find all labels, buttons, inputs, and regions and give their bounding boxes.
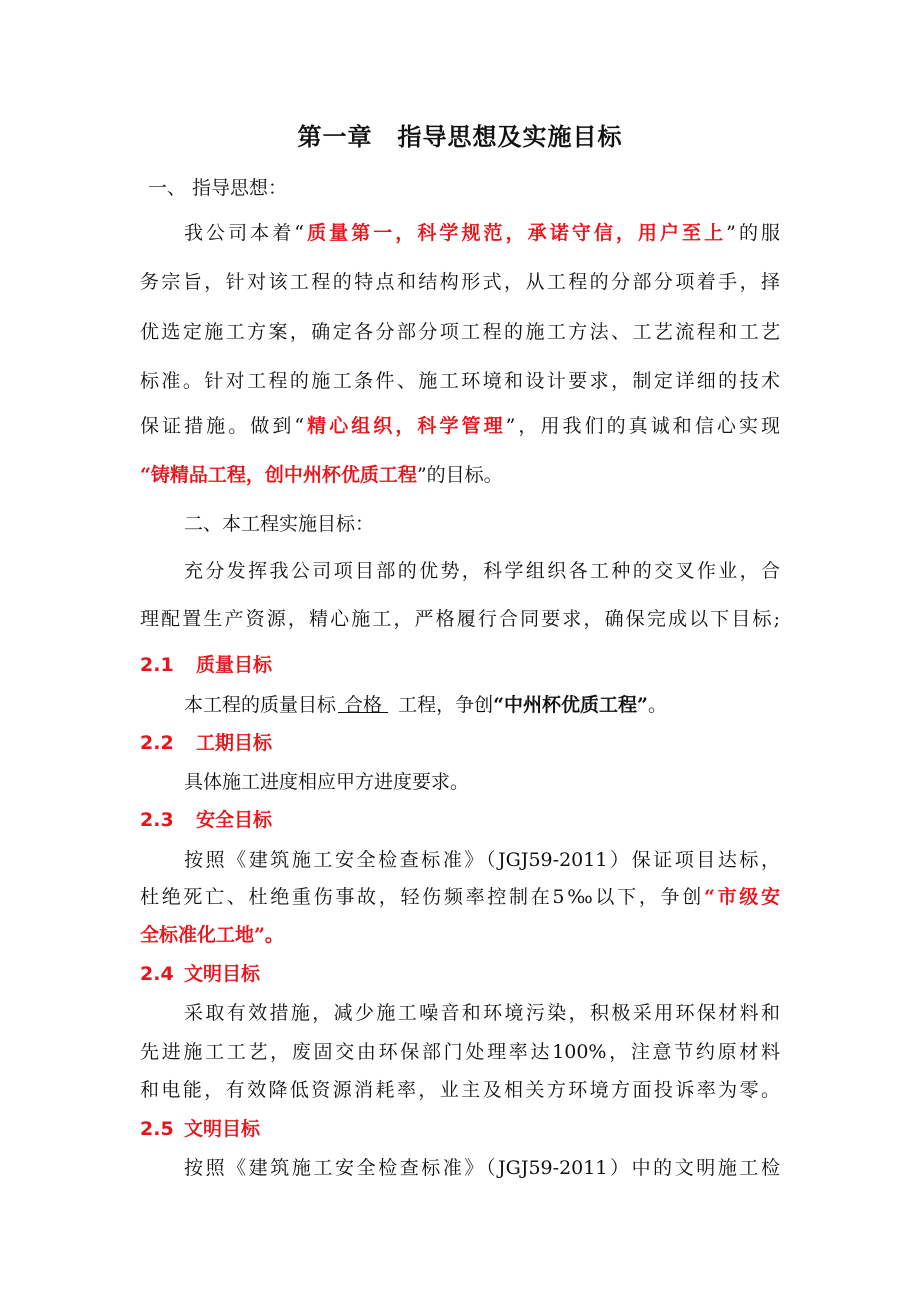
section-heading-implementation-goals: 二、本工程实施目标： bbox=[184, 513, 375, 535]
paragraph-line: 按照《建筑施工安全检查标准》（JGJ59-2011）中的文明施工检 bbox=[184, 1157, 780, 1179]
underlined-value: 合格 bbox=[338, 694, 389, 716]
emphasis-text: “市级安 bbox=[703, 886, 780, 908]
paragraph-line bbox=[140, 414, 780, 438]
goal-heading-civilization bbox=[140, 962, 260, 986]
text-run: ”的服 bbox=[726, 222, 781, 244]
section-heading-guiding-ideology: 一、 指导思想： bbox=[148, 177, 288, 199]
paragraph-line: 务宗旨，针对该工程的特点和结构形式，从工程的分部分项着手，择 bbox=[140, 271, 780, 293]
goal-number: 2.3 bbox=[140, 809, 174, 831]
paragraph-line: 采取有效措施，减少施工噪音和环境污染，积极采用环保材料和 bbox=[184, 1002, 780, 1024]
emphasis-text: 全标准化工地”。 bbox=[140, 924, 284, 946]
paragraph-line: 充分发挥我公司项目部的优势，科学组织各工种的交叉作业，合 bbox=[184, 560, 780, 582]
emphasis-text: 精心组织，科学管理 bbox=[304, 415, 506, 437]
bold-text: “中州杯优质工程” bbox=[493, 694, 648, 716]
goal-title: 工期目标 bbox=[196, 732, 273, 754]
paragraph-line bbox=[140, 463, 780, 487]
goal-heading-civilized-construction bbox=[140, 1117, 260, 1141]
paragraph-line: 和电能，有效降低资源消耗率，业主及相关方环境方面投诉率为零。 bbox=[140, 1079, 780, 1101]
goal-title: 文明目标 bbox=[184, 963, 261, 985]
paragraph-line bbox=[184, 221, 780, 245]
paragraph-line: 标准。针对工程的施工条件、施工环境和设计要求，制定详细的技术 bbox=[140, 370, 780, 392]
paragraph-line: 按照《建筑施工安全检查标准》（JGJ59-2011）保证项目达标， bbox=[184, 849, 780, 871]
text-run: 保证措施。做到“ bbox=[140, 415, 305, 437]
text-run: 本工程的质量目标 bbox=[184, 694, 337, 716]
text-run: 。 bbox=[647, 694, 667, 716]
text-run: 我公司本着“ bbox=[184, 222, 305, 244]
goal-number: 2.5 bbox=[140, 1118, 174, 1140]
paragraph-line: 具体施工进度相应甲方进度要求。 bbox=[184, 771, 470, 793]
page-title: 第一章 指导思想及实施目标 bbox=[297, 122, 623, 151]
goal-title: 质量目标 bbox=[196, 654, 273, 676]
goal-number: 2.4 bbox=[140, 963, 174, 985]
goal-title: 安全目标 bbox=[196, 809, 273, 831]
goal-heading-schedule bbox=[140, 731, 272, 755]
goal-heading-quality bbox=[140, 653, 272, 677]
paragraph-line: 先进施工工艺，废固交由环保部门处理率达100%，注意节约原材料 bbox=[140, 1041, 780, 1063]
paragraph-line: 优选定施工方案，确定各分部分项工程的施工方法、工艺流程和工艺 bbox=[140, 321, 780, 343]
goal-number: 2.1 bbox=[140, 654, 174, 676]
paragraph-line bbox=[184, 693, 780, 717]
goal-number: 2.2 bbox=[140, 732, 174, 754]
paragraph-line: 理配置生产资源，精心施工，严格履行合同要求，确保完成以下目标; bbox=[140, 608, 780, 630]
paragraph-line bbox=[140, 923, 780, 947]
goal-slogan-text: “铸精品工程，创中州杯优质工程 bbox=[140, 464, 417, 486]
text-run: 工程，争创 bbox=[398, 694, 494, 716]
text-run: 杜绝死亡、杜绝重伤事故，轻伤频率控制在5‰以下，争创 bbox=[140, 886, 704, 908]
slogan-text: 质量第一，科学规范，承诺守信，用户至上 bbox=[304, 222, 727, 244]
text-run: ”的目标。 bbox=[416, 464, 503, 486]
goal-title: 文明目标 bbox=[184, 1118, 261, 1140]
text-run: ”，用我们的真诚和信心实现 bbox=[505, 415, 780, 437]
goal-heading-safety bbox=[140, 808, 272, 832]
paragraph-line bbox=[140, 885, 780, 909]
